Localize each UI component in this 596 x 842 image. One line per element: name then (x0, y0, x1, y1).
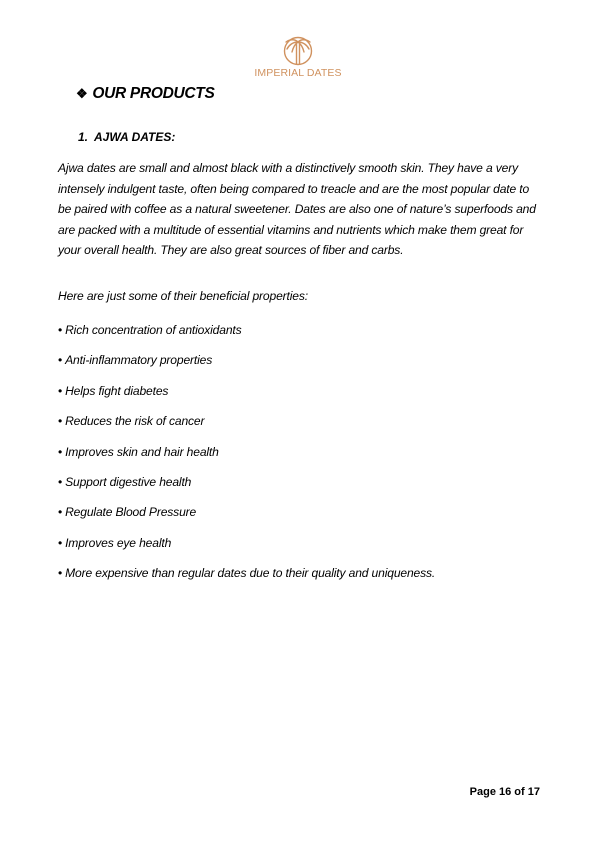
bullet-icon: • (58, 444, 63, 459)
diamond-bullet-icon: ❖ (76, 86, 88, 101)
list-item-text: Regulate Blood Pressure (65, 505, 197, 520)
product-heading (78, 130, 175, 144)
list-item (58, 381, 435, 411)
list-item-text: Helps fight diabetes (65, 383, 169, 398)
list-item-text: More expensive than regular dates due to their quality and uniqueness. (65, 566, 436, 581)
list-item-text: Support digestive health (65, 474, 192, 489)
bullet-icon: • (58, 566, 63, 581)
product-title: AJWA DATES: (94, 130, 176, 144)
list-item-text: Improves eye health (65, 535, 172, 550)
list-item (58, 533, 435, 563)
bullet-icon: • (58, 474, 63, 489)
list-item (58, 442, 435, 472)
list-item (58, 502, 435, 532)
company-logo (0, 36, 596, 79)
list-item (58, 472, 435, 502)
bullet-icon: • (58, 414, 63, 429)
list-item (58, 411, 435, 441)
list-item (58, 563, 435, 593)
bullet-icon: • (58, 323, 63, 337)
list-item-text: Anti-inflammatory properties (65, 353, 213, 368)
properties-intro: Here are just some of their beneficial properties: (58, 289, 308, 303)
product-description: Ajwa dates are small and almost black with a distinctively smooth skin. They have a very intensely indulgent taste, often being compared to treacle and are the most popular date to be paired with coffee as a natural sweetener. Dates are also one of nature’s superfoods and are packed with a multitude of essential vitamins and nutrients which make them great for your overall health. They are also great sources of fiber and carbs. (58, 161, 536, 257)
list-item-text: Reduces the risk of cancer (65, 414, 205, 429)
product-number: 1. (78, 130, 89, 144)
list-item-text: Improves skin and hair health (65, 444, 219, 459)
list-item (58, 320, 435, 350)
list-item (58, 350, 435, 380)
bullet-icon: • (58, 535, 63, 550)
bullet-icon: • (58, 505, 63, 520)
palm-tree-logo-icon (280, 36, 316, 66)
list-item-text: Rich concentration of antioxidants (65, 323, 242, 337)
properties-list (58, 320, 435, 594)
bullet-icon: • (58, 383, 63, 398)
bullet-icon: • (58, 353, 63, 368)
section-title: OUR PRODUCTS (92, 85, 215, 102)
page-number: Page 16 of 17 (469, 786, 540, 798)
section-heading (76, 85, 215, 103)
logo-text: IMPERIAL DATES (254, 67, 342, 79)
